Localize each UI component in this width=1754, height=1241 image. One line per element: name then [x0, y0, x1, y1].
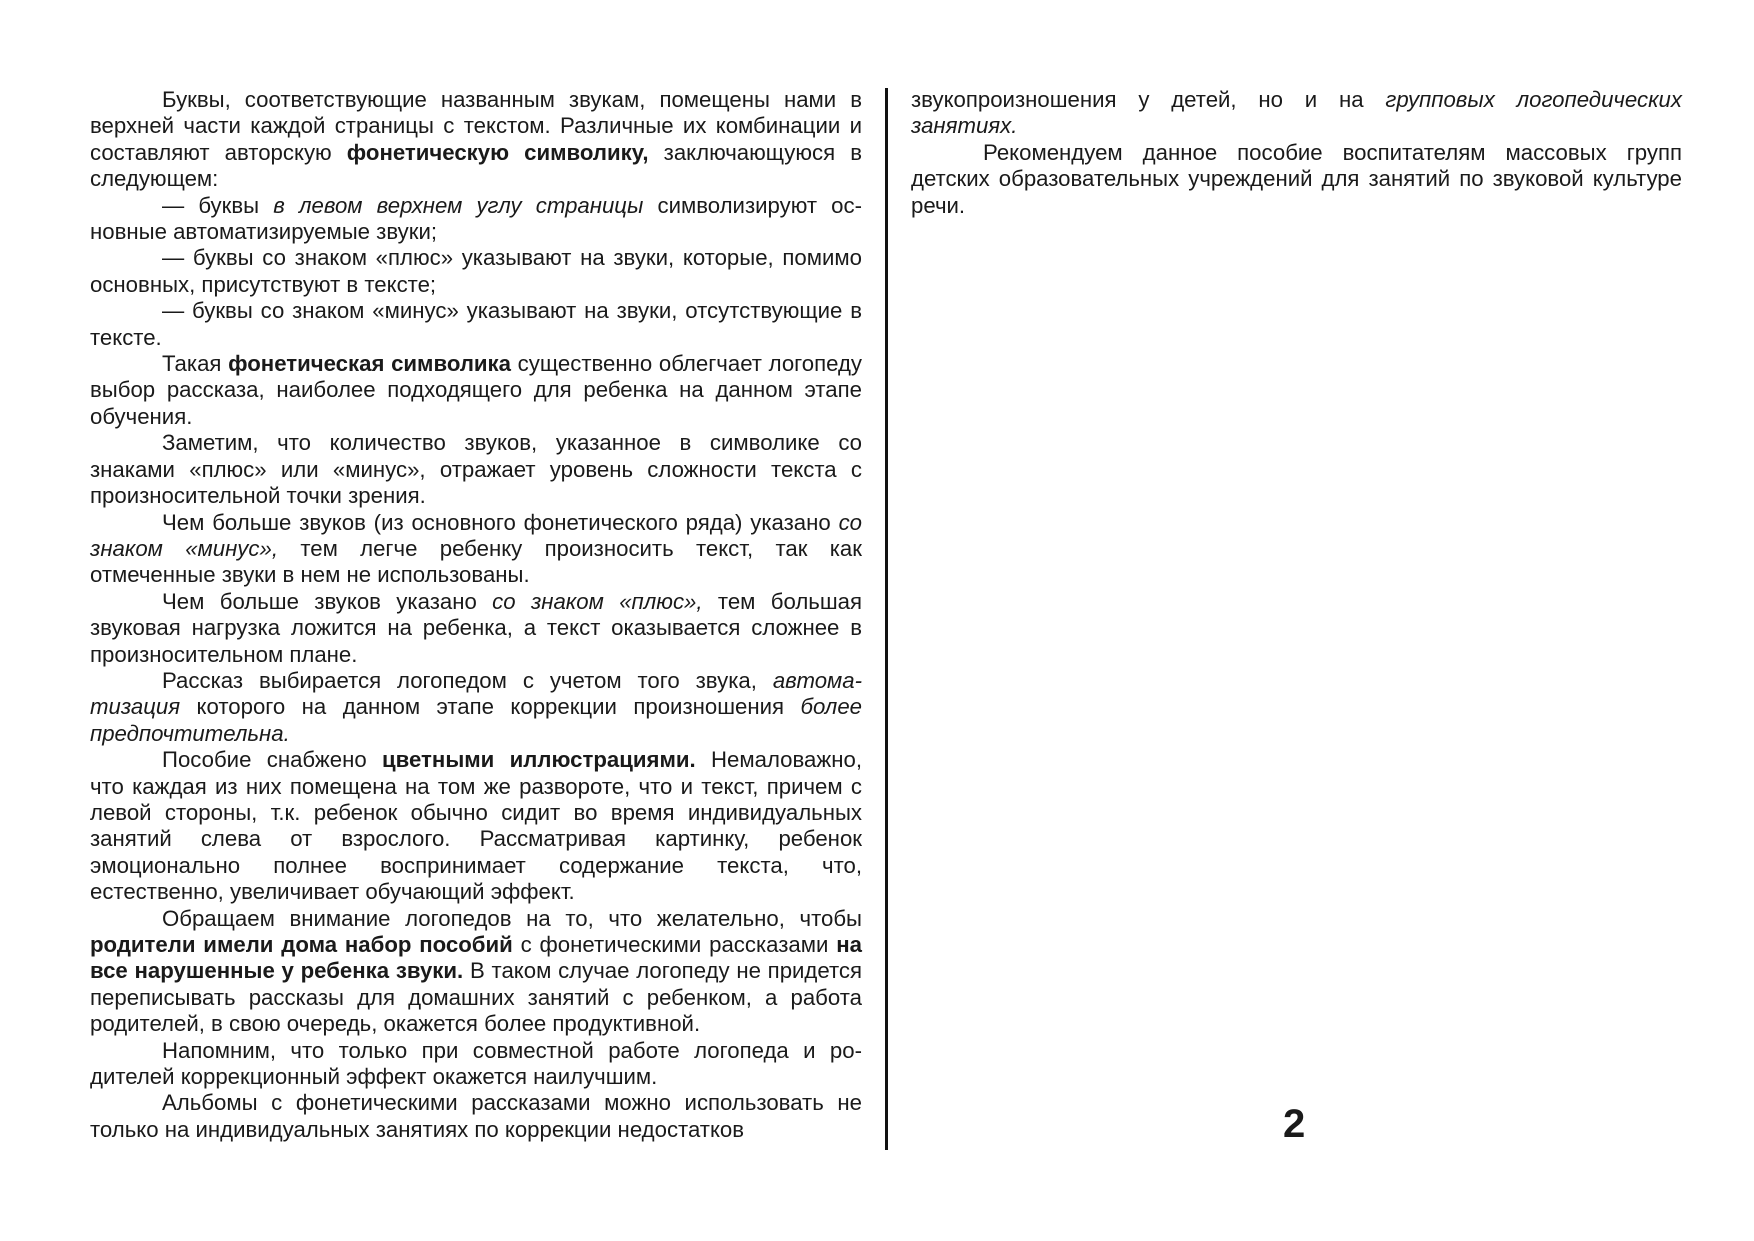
paragraph: Обращаем внимание логопедов на то, что желательно, чтобы родители имели дома набор пособий с фонетическими рассказами на все нарушенные у ребенка звуки. В таком случае логопеду не придется переписывать рассказы для домашних занятий с ребенком, а работа родителей, в свою очередь, окажется более продуктивной. — [90, 905, 862, 1037]
paragraph: Буквы, соответствующие названным звукам, помещены нами в верхней части каждой страницы с текстом. Различные их комбинации и составляют авторскую фонетическую символику, заключающуюся в следующем: — [90, 87, 862, 192]
paragraph: Чем больше звуков (из основного фонетического ряда) указано со знаком «минус», тем легче ребенку произносить текст, так как отмеченные звуки в нем не использованы. — [90, 509, 862, 588]
list-item: — буквы со знаком «минус» указывают на звуки, отсутствующие в тексте. — [90, 298, 862, 350]
paragraph: Рассказ выбирается логопедом с учетом того звука, автоматизация которого на данном этапе коррекции произношения более предпочтительна. — [90, 667, 862, 746]
paragraph: Рекомендуем данное пособие воспитателям массовых групп детских образовательных учреждений для занятий по звуковой культуре речи. — [911, 139, 1682, 218]
page-number: 2 — [1283, 1102, 1306, 1146]
left-column — [90, 87, 862, 1143]
paragraph: Чем больше звуков указано со знаком «плюс», тем большая звуковая нагрузка ложится на ребенка, а текст оказывается сложнее в произносительном плане. — [90, 588, 862, 667]
paragraph: Альбомы с фонетическими рассказами можно использовать не только на индивидуальных занятиях по коррекции недостатков — [90, 1090, 862, 1142]
paragraph: Такая фонетическая символика существенно облегчает логопеду выбор рассказа, наиболее подходящего для ребенка на данном этапе обучения. — [90, 351, 863, 429]
list-item: — буквы в левом верхнем углу страницы символизируют основные автоматизируемые звуки; — [90, 192, 862, 245]
paragraph: Напомним, что только при совместной работе логопеда и родителей коррекционный эффект окажется наилучшим. — [90, 1037, 862, 1090]
right-column — [911, 87, 1682, 219]
paragraph: Пособие снабжено цветными иллюстрациями. Немаловажно, что каждая из них помещена на том же развороте, что и текст, причем с левой стороны, т.к. ребенок обычно сидит во время индивидуальных занятий слева от взрослого. Рассматривая картинку, ребенок эмоционально полнее воспринимает содержание текста, что, естественно, увеличивает обучающий эффект. — [90, 747, 862, 905]
list-item: — буквы со знаком «плюс» указывают на звуки, которые, помимо основных, присутствуют в тексте; — [90, 245, 862, 297]
column-divider — [885, 88, 888, 1150]
paragraph: Заметим, что количество звуков, указанное в символике со знаками «плюс» или «минус», отражает уровень сложности текста с произносительной точки зрения. — [90, 430, 862, 509]
paragraph: звукопроизношения у детей, но и на групповых логопедических занятиях. — [911, 87, 1682, 139]
